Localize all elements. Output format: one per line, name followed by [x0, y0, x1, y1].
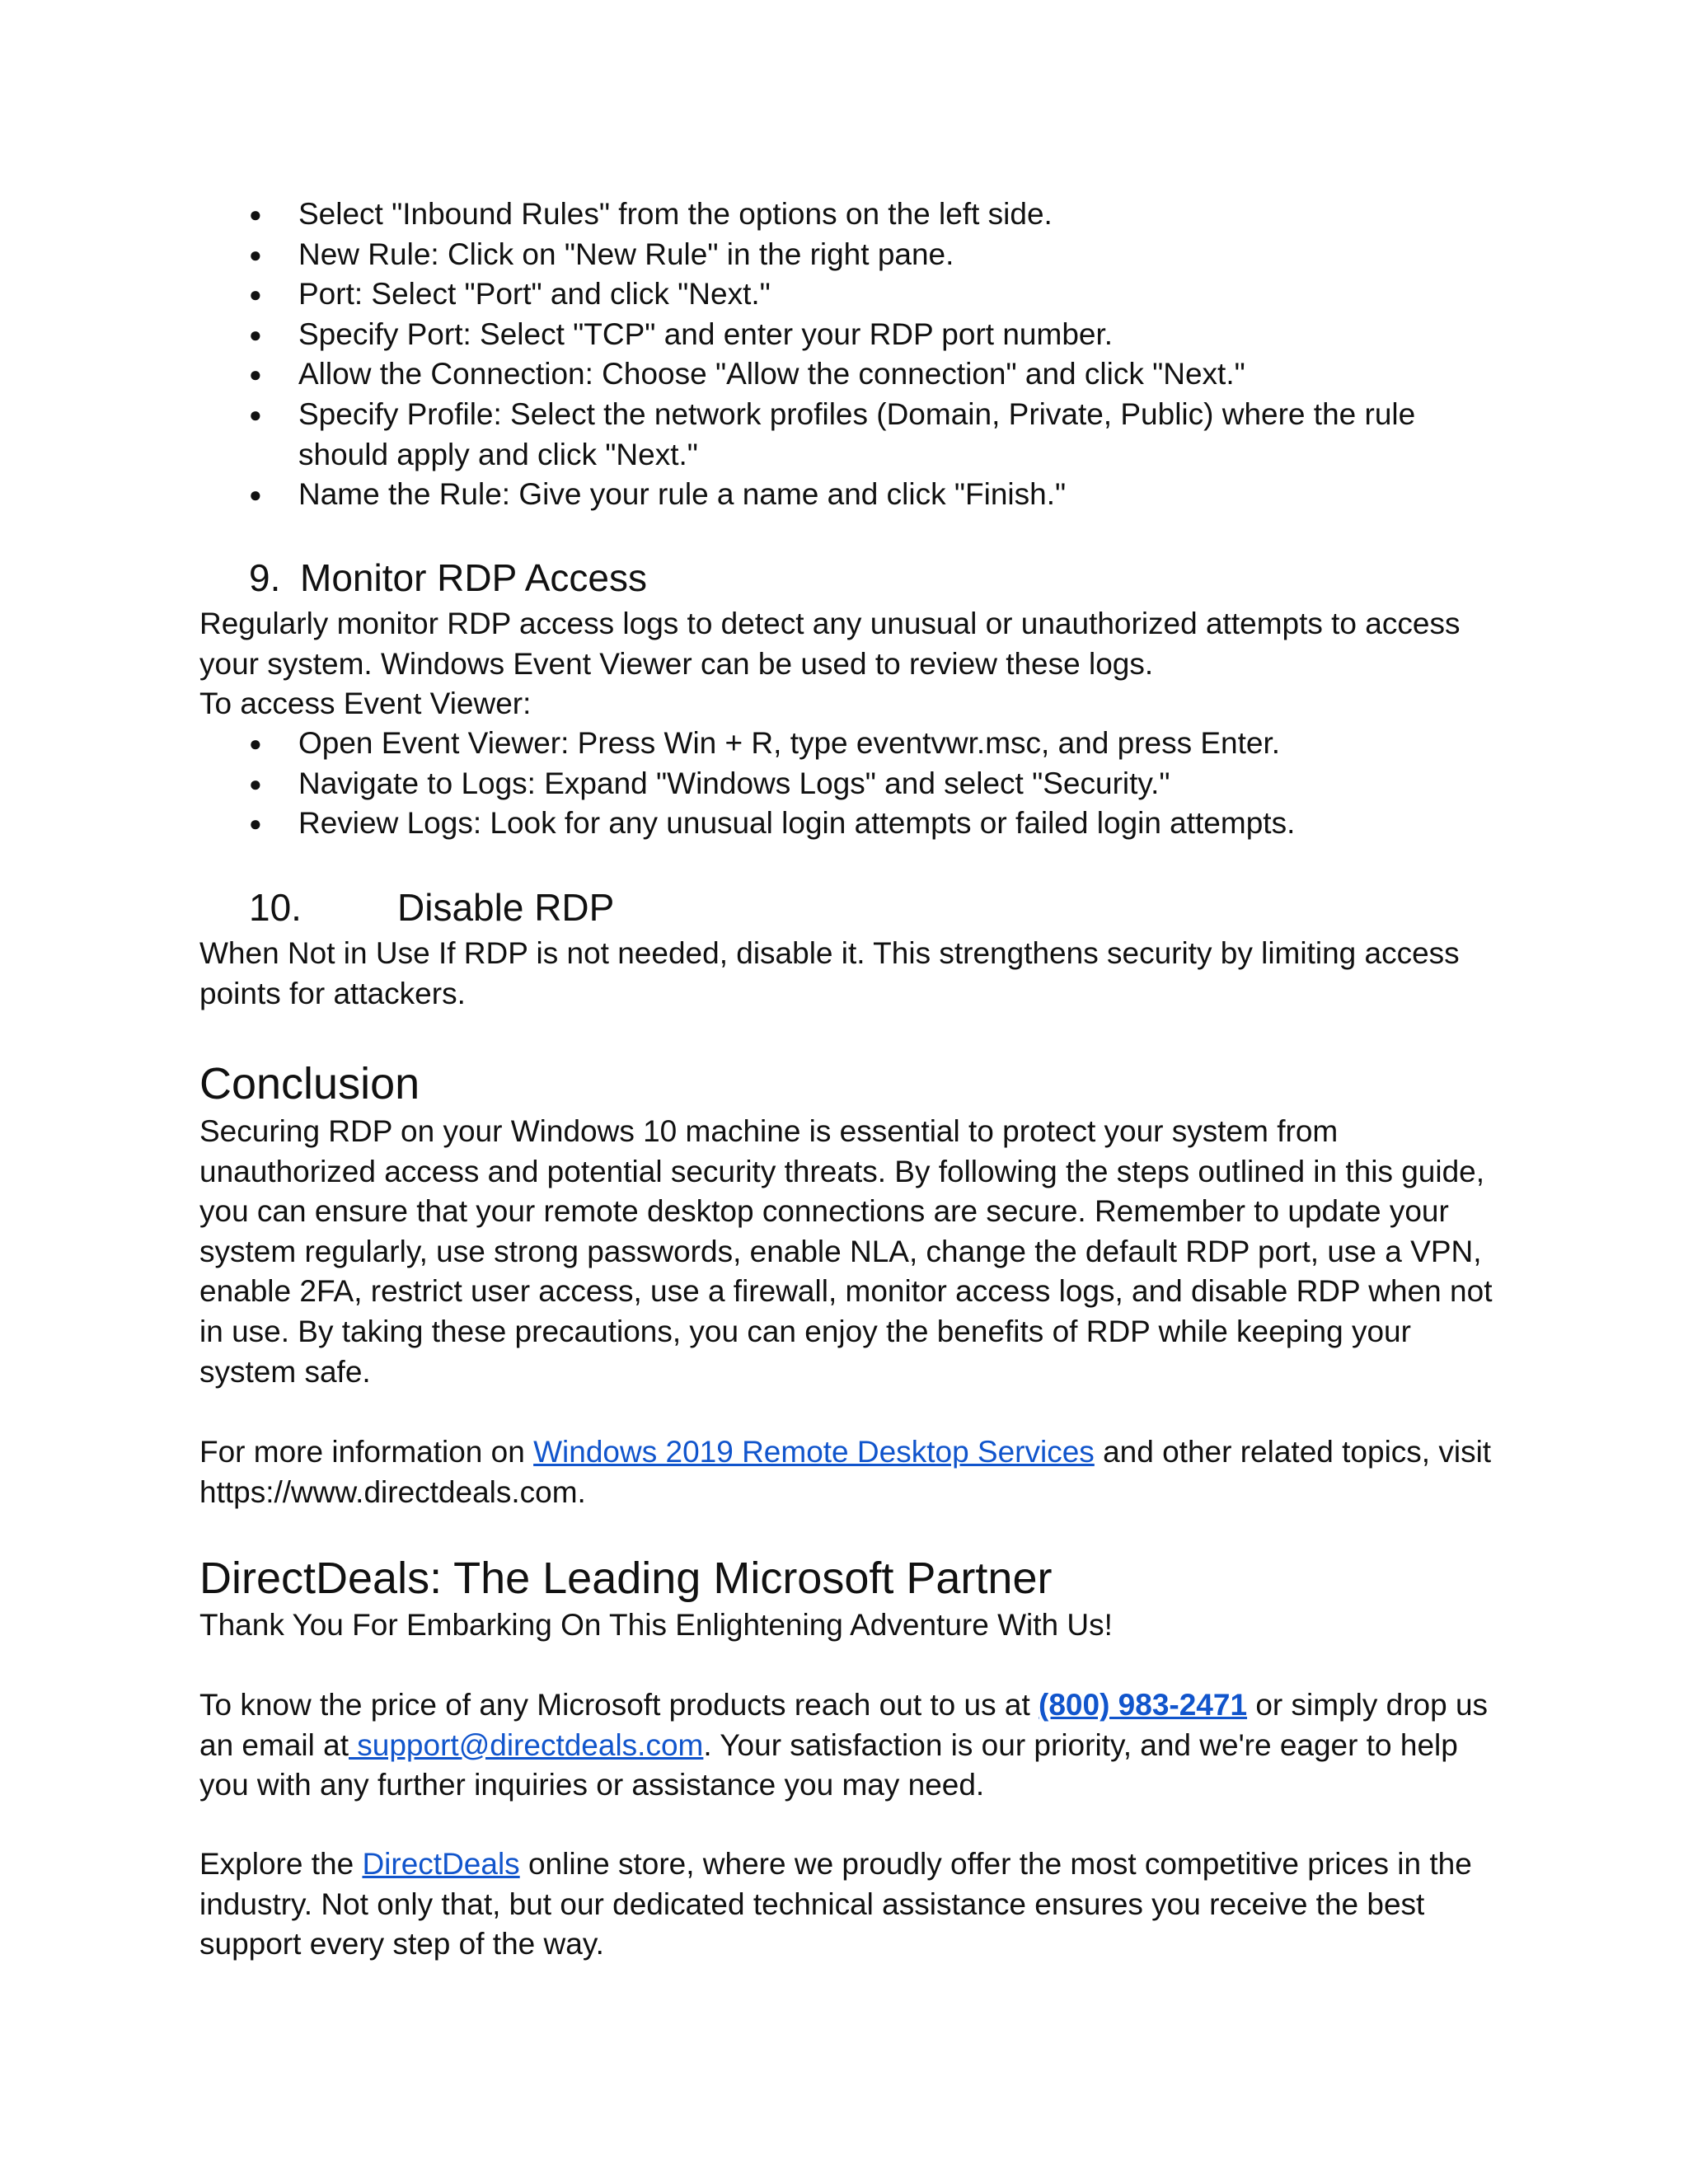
bullet-icon: ●: [249, 202, 262, 227]
partner-heading: DirectDeals: The Leading Microsoft Partner: [199, 1554, 1053, 1603]
conclusion-heading: Conclusion: [199, 1059, 420, 1108]
list-item: ● Navigate to Logs: Expand "Windows Logs" and select "Security.": [199, 764, 1502, 804]
list-item: ● New Rule: Click on "New Rule" in the right pane.: [199, 235, 1502, 275]
section-number: 9.: [249, 556, 281, 599]
list-item: ● Port: Select "Port" and click "Next.": [199, 274, 1502, 315]
section-10-heading: [199, 884, 1502, 930]
bullet-icon: ●: [249, 282, 262, 307]
section-9-intro: To access Event Viewer:: [199, 687, 532, 720]
event-viewer-steps-list: [199, 724, 1502, 844]
section-number: 10.: [249, 886, 302, 929]
list-item: ● Allow the Connection: Choose "Allow the connection" and click "Next.": [199, 354, 1502, 395]
store-link[interactable]: DirectDeals: [362, 1847, 520, 1881]
contact-paragraph: To know the price of any Microsoft products reach out to us at (800) 983-2471 or simply drop us an email at support@directdeals.com. Your satisfaction is our priority, and we're eager to help you with any further inquiries or assistance you may need.: [199, 1688, 1489, 1802]
explore-paragraph: Explore the DirectDeals online store, where we proudly offer the most competitive prices in the industry. Not only that, but our dedicated technical assistance ensures you receive the best support every step of the way.: [199, 1847, 1472, 1961]
email-link[interactable]: support@directdeals.com: [349, 1727, 704, 1762]
rds-link[interactable]: Windows 2019 Remote Desktop Services: [533, 1435, 1095, 1469]
bullet-icon: ●: [249, 811, 262, 837]
bullet-icon: ●: [249, 321, 262, 347]
section-10-body: When Not in Use If RDP is not needed, disable it. This strengthens security by limiting access points for attackers.: [199, 936, 1460, 1010]
list-item: ● Select "Inbound Rules" from the options on the left side.: [199, 194, 1502, 235]
bullet-icon: ●: [249, 241, 262, 267]
bullet-icon: ●: [249, 482, 262, 508]
conclusion-body: Securing RDP on your Windows 10 machine is essential to protect your system from unauthorized access and potential security threats. By following the steps outlined in this guide, you can ensure that your remote desktop connections are secure. Remember to update your system regularly, use strong passwords, enable NLA, change the default RDP port, use a VPN, enable 2FA, restrict user access, use a firewall, monitor access logs, and disable RDP when not in use. By taking these precautions, you can enjoy the benefits of RDP while keeping your system safe.: [199, 1114, 1493, 1389]
bullet-icon: ●: [249, 771, 262, 796]
list-item: ● Specify Port: Select "TCP" and enter your RDP port number.: [199, 315, 1502, 355]
list-item: ● Specify Profile: Select the network profiles (Domain, Private, Public) where the rule should apply and click "Next.": [199, 395, 1502, 475]
more-info-paragraph: For more information on Windows 2019 Remote Desktop Services and other related topics, visit https://www.directdeals.com.: [199, 1435, 1492, 1509]
section-title: Monitor RDP Access: [300, 556, 647, 599]
list-item: ● Open Event Viewer: Press Win + R, type eventvwr.msc, and press Enter.: [199, 724, 1502, 764]
section-9-heading: [199, 555, 1502, 601]
phone-link[interactable]: (800) 983-2471: [1039, 1688, 1248, 1722]
bullet-icon: ●: [249, 362, 262, 387]
bullet-icon: ●: [249, 731, 262, 756]
firewall-steps-list: [199, 194, 1502, 515]
section-title: Disable RDP: [397, 886, 615, 929]
list-item: ● Name the Rule: Give your rule a name and click "Finish.": [199, 475, 1502, 515]
section-9-body: Regularly monitor RDP access logs to detect any unusual or unauthorized attempts to access your system. Windows Event Viewer can be used to review these logs.: [199, 607, 1461, 681]
bullet-icon: ●: [249, 401, 262, 427]
list-item: ● Review Logs: Look for any unusual login attempts or failed login attempts.: [199, 804, 1502, 844]
thanks-text: Thank You For Embarking On This Enlightening Adventure With Us!: [199, 1608, 1113, 1642]
